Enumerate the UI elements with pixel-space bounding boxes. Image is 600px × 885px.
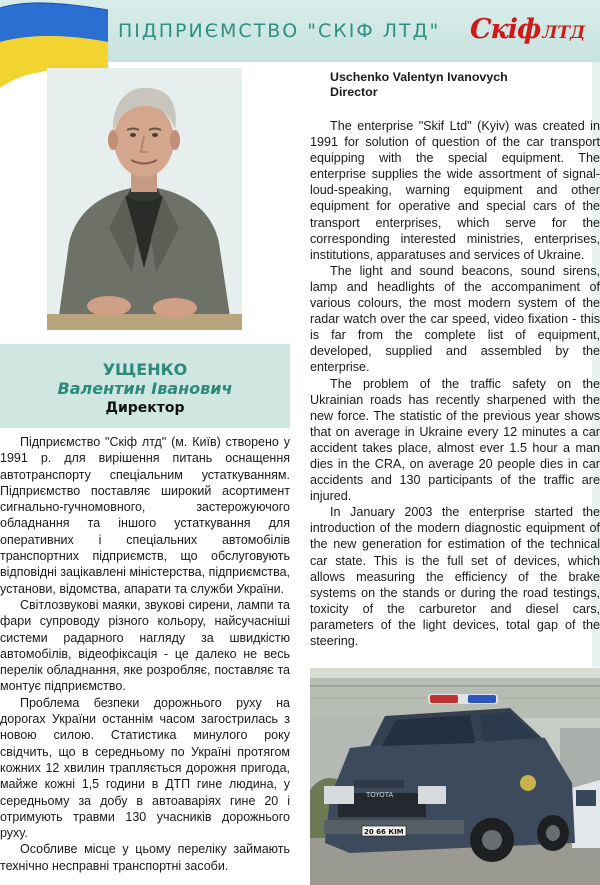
director-name-en: Uschenko Valentyn Ivanovych (330, 70, 508, 84)
ua-paragraph: Проблема безпеки дорожнього руху на дорогах України останнім часом загострилась з новою силою. Статистика минулого року свідчить, що в середньому по Україні протягом кожних 12 хвилин трапляється дорожня пригода, майже кожні 1,5 години в ДТП гине людина, у середньому за добу в автоаваріях гине 20 і отримують травми 130 учасників дорожнього руху. (0, 695, 290, 841)
en-paragraph: The enterprise "Skif Ltd" (Kyiv) was created in 1991 for solution of question of the car transport equipping with the special equipment. The enterprise supplies the wide assortment of signal-loud-speaking, warning equipment and other equipment for operative and special cars of the transport enterprises, which serve for the corresponding interested ministries, enterprises, institutions, apparatuses and services of Ukraine. (310, 119, 600, 262)
director-role-en: Director (330, 85, 378, 99)
patrol-car-photo (310, 668, 600, 885)
company-logo (470, 14, 585, 45)
director-name-plate (0, 344, 290, 428)
director-role-ua: Директор (105, 400, 185, 416)
logo-main-text: Скіф (470, 14, 541, 45)
director-portrait (47, 68, 242, 330)
director-given-names: Валентин Іванович (57, 379, 233, 398)
page-header (0, 0, 600, 62)
article-text-ua (0, 434, 290, 874)
license-plate: 20 66 КІМ (364, 828, 404, 836)
en-paragraph: In January 2003 the enterprise started the introduction of the modern diagnostic equipment of the new generation for estimation of the technical car state. This is the full set of devices, which allows measuring the efficiency of the brake systems on the stands or during the road testings, toxicity of the carburetor and diesel cars, parameters of the light devices, total gap of the steering. (310, 505, 600, 648)
en-paragraph: The light and sound beacons, sound sirens, lamp and headlights of the accompaniment of various colours, the most modern system of the radar watch over the car speed, video fixation - this is far from the complete list of equipment, developed, supplied and assembled by the enterprise. (310, 263, 600, 375)
car-grille-text: TOYOTA (366, 791, 394, 799)
logo-suffix-text: ЛТД (542, 23, 586, 43)
ua-paragraph: Світлозвукові маяки, звукові сирени, лампи та фари супроводу різного кольору, найсучасніші системи радарного нагляду за швидкістю автомобілів, відеофіксація - це далеко не весь перелік обладнання, яке розробляє, поставляє та монтує підприємство. (0, 597, 290, 694)
ua-paragraph: Підприємство "Скіф лтд" (м. Київ) створено у 1991 р. для вирішення питань оснащення автотранспорту спеціальним устаткуванням. Підприємство поставляє широкий асортимент сигнально-гучномовного, застерожуючого обладнання та іншого устаткування для оперативних і спеціальних автомобілів транспортних підприємств, що обслуговують відповідні зацікавлені міністерства, підприємства, установи, відомства, апарати та служби України. (0, 435, 290, 596)
en-paragraph: The problem of the traffic safety on the Ukrainian roads has recently sharpened with the new force. The statistic of the previous year shows that on average in Ukraine every 12 minutes a car accident takes place, almost ever 1.5 hour a man dies in the CRA, on average 20 people dies in car accidents and 130 participants of the traffic are injured. (310, 376, 600, 504)
page-title: ПІДПРИЄМСТВО "СКІФ ЛТД" (118, 20, 441, 42)
article-text-en (310, 70, 600, 649)
ua-paragraph: Особливе місце у цьому переліку займають технічно несправні транспортні засоби. (0, 842, 290, 873)
director-surname: УЩЕНКО (102, 360, 188, 379)
